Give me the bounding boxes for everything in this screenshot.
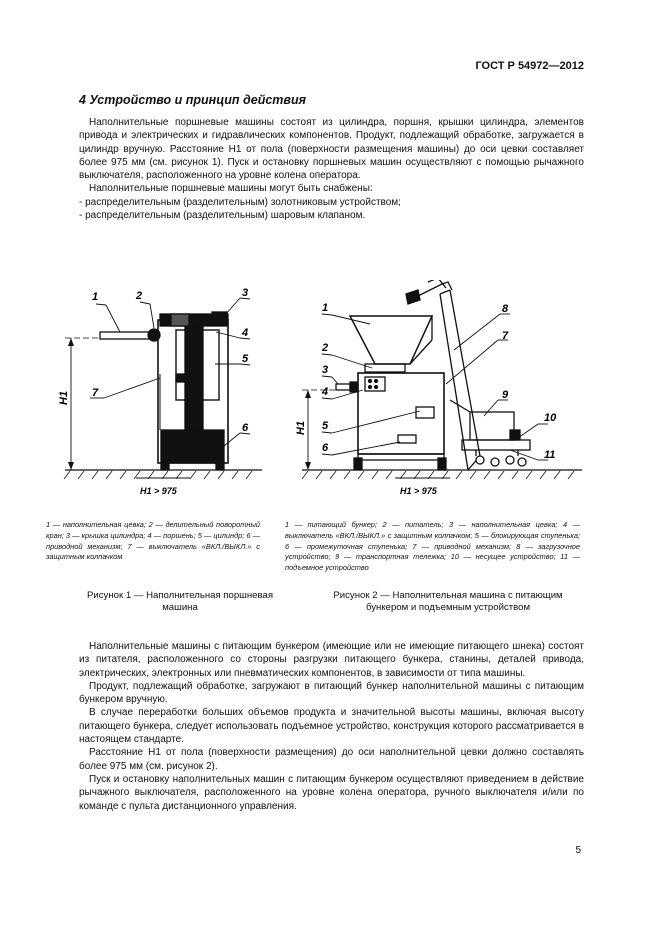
body-paragraph-4: Расстояние H1 от пола (поверхности размещения) до оси наполнительной цевки должно составлять более 975 мм (см. рисунок 2). xyxy=(79,747,584,772)
fig2-label-8: 8 xyxy=(502,303,509,315)
intro-list-item-1: - распределительным (разделительным) золотниковым устройством; xyxy=(79,196,401,208)
intro-paragraph-2: Наполнительные поршневые машины могут быть снабжены: xyxy=(89,183,373,195)
figures-drawing xyxy=(40,280,600,510)
body-paragraph-1: Наполнительные машины с питающим бункером (имеющие или не имеющие питающего шнека) состоят из питателя, расположенного со стороны разгрузки питающего бункера, станины, деталей привода, электрических, электронных или пневматических компонентов, в зависимости от типа машины. xyxy=(79,641,584,679)
body-text xyxy=(79,640,584,813)
fig1-label-6: 6 xyxy=(242,422,249,434)
fig2-dimension: H1 > 975 xyxy=(400,486,437,496)
fig1-caption: Рисунок 1 — Наполнительная поршневая машина xyxy=(86,590,274,613)
intro-list-item-2: - распределительным (разделительным) шаровым клапаном. xyxy=(79,210,366,222)
fig1-label-3: 3 xyxy=(242,287,249,299)
fig1-label-2: 2 xyxy=(136,290,143,302)
fig2-label-10: 10 xyxy=(544,412,557,424)
intro-paragraph-1: Наполнительные поршневые машины состоят из цилиндра, поршня, крышки цилиндра, элементов привода и электрических и гидравлических компонентов. Продукт, подлежащий обработке, загружается в цилиндр вручную. Расстояние H1 от пола (поверхности размещения машины) до оси цевки составляет более 975 мм (см. рисунок 1). Пуск и остановку поршневых машин осуществляют с помощью рычажного выключателя, расположенного на уровне колена оператора. xyxy=(79,117,584,182)
fig1-height-label: H1 xyxy=(58,390,70,405)
fig1-label-4: 4 xyxy=(242,327,249,339)
fig2-label-11: 11 xyxy=(544,449,556,461)
fig2-label-5: 5 xyxy=(322,420,329,432)
fig1-label-1: 1 xyxy=(92,291,99,303)
fig1-machine xyxy=(100,312,228,470)
fig2-label-7: 7 xyxy=(502,330,509,342)
fig1-label-7: 7 xyxy=(92,387,99,399)
fig2-label-1: 1 xyxy=(322,302,329,314)
standard-number: ГОСТ Р 54972—2012 xyxy=(475,60,584,72)
fig1-dimension: H1 > 975 xyxy=(140,486,177,496)
body-paragraph-3: В случае переработки больших объемов продукта и значительной высоты машины, включая высоту питающего бункера, следует использовать подъемное устройство, конструкция которого рассматривается в настоящем стандарте. xyxy=(79,707,584,746)
fig2-legend: 1 — питающий бункер; 2 — питатель; 3 — наполнительная цевка; 4 — выключатель «ВКЛ./ВЫКЛ.» с защитным колпачком; 5 — блокирующая ступенька; 6 — промежуточная ступенька; 7 — приводной механизм; 8 — загрузочное устройство; 9 — транспортная тележка; 10 — несущее устройство; 11 — подъемное устройство xyxy=(285,520,580,573)
page-number: 5 xyxy=(575,845,581,856)
section-title: 4 Устройство и принцип действия xyxy=(79,93,306,107)
fig2-caption: Рисунок 2 — Наполнительная машина с питающим бункером и подъемным устройством xyxy=(333,590,563,613)
fig1-label-5: 5 xyxy=(242,353,249,365)
fig1-legend: 1 — наполнительная цевка; 2 — делительный поворотный кран; 3 — крышка цилиндра; 4 — поршень; 5 — цилиндр; 6 — приводной механизм; 7 — выключатель «ВКЛ./ВЫКЛ.» с защитным колпачком xyxy=(46,520,260,562)
body-paragraph-2: Продукт, подлежащий обработке, загружают в питающий бункер наполнительной машины с питающим бункером вручную. xyxy=(79,680,584,706)
fig2-label-6: 6 xyxy=(322,442,329,454)
fig2-label-3: 3 xyxy=(322,364,329,376)
fig2-label-2: 2 xyxy=(322,342,329,354)
fig2-height-label: H1 xyxy=(295,420,307,435)
fig2-label-4: 4 xyxy=(322,386,329,398)
fig2-label-9: 9 xyxy=(502,389,509,401)
intro-text xyxy=(79,116,584,222)
fig2-machine xyxy=(336,280,530,470)
body-paragraph-5: Пуск и остановку наполнительных машин с питающим бункером осуществляют приведением в действие рычажного выключателя, расположенного на уровне колена оператора, ручного выключателя и/или по команде с пульта дистанционного управления. xyxy=(79,773,584,812)
